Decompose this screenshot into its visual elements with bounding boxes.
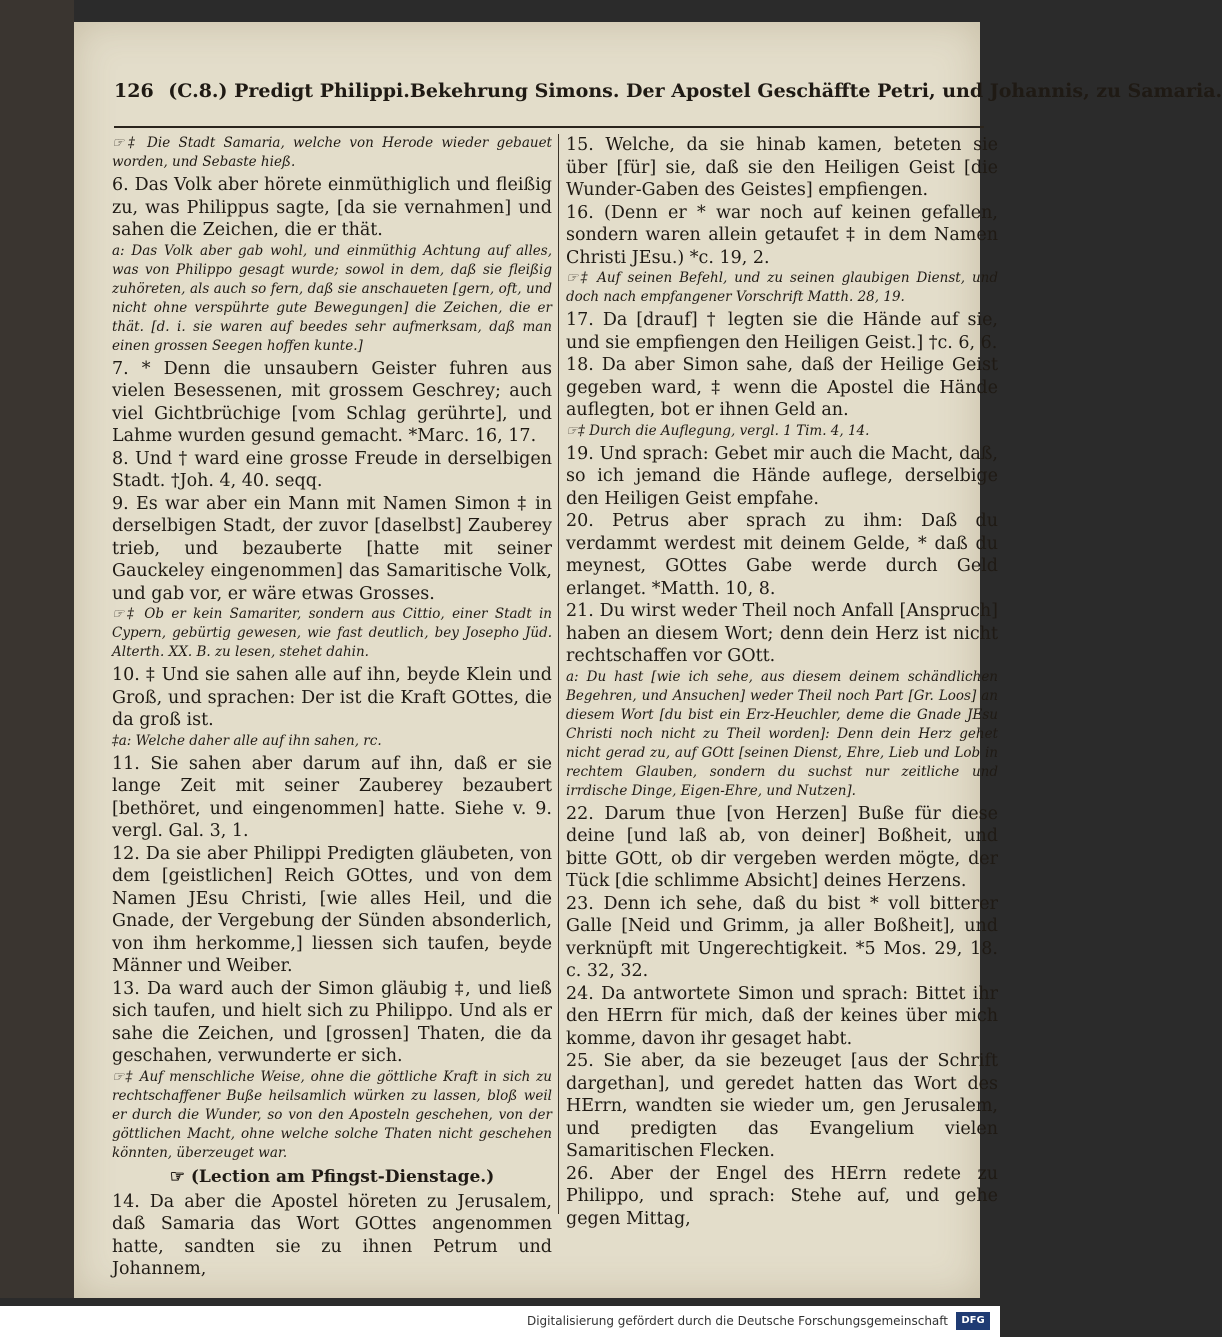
book-page xyxy=(74,22,1222,1298)
verse: 26. Aber der Engel des HErrn redete zu Philippo, und sprach: Stehe auf, und gehe gegen Mittag, xyxy=(566,1163,998,1229)
running-header xyxy=(114,80,1222,102)
left-column xyxy=(112,134,552,1281)
note: ☞‡ Die Stadt Samaria, welche von Herode wieder gebauet worden, und Sebaste hieß. xyxy=(112,135,552,170)
footer-text: Digitalisierung gefördert durch die Deutsche Forschungsgemeinschaft xyxy=(526,1314,948,1328)
note: ☞‡ Auf menschliche Weise, ohne die göttliche Kraft in sich zu rechtschaffener Buße heilsamlich würken zu lassen, bloß weil er durch die Wunder, so von den Aposteln geschehen, von der göttlichen Macht, ohne welche solche Thaten nicht geschehen könnten, überzeuget war. xyxy=(112,1068,552,1161)
note: a: Du hast [wie ich sehe, aus diesem deinem schändlichen Begehren, und Ansuchen] weder Theil noch Part [Gr. Loos] an diesem Wort [du bist ein Erz-Heuchler, deme die Gnade JEsu Christi noch nicht zu Theil worden]: Denn dein Herz gehet nicht gerad zu, auf GOtt [seinen Dienst, Ehre, Lieb und Lob in rechtem Glauben, sondern du suchst nur zeitliche und irrdische Dinge, Eigen-Ehre, und Nutzen]. xyxy=(566,668,998,799)
verse: 15. Welche, da sie hinab kamen, beteten sie über [für] sie, daß sie den Heiligen Geist [die Wunder-Gaben des Geistes] empfiengen. xyxy=(566,135,998,200)
section-heading: ☞ (Lection am Pfingst-Dienstage.) xyxy=(169,1166,495,1187)
note: ☞‡ Ob er kein Samariter, sondern aus Cittio, einer Stadt in Cypern, gebürtig gewesen, wie fast deutlich, bey Josepho Jüd. Alterth. XX. B. zu lesen, stehet dahin. xyxy=(112,606,552,660)
note: ☞‡ Auf seinen Befehl, und zu seinen glaubigen Dienst, und doch nach empfangener Vorschrift Matth. 28, 19. xyxy=(566,270,998,305)
verse: 23. Denn ich sehe, daß du bist * voll bitterer Galle [Neid und Grimm, ja aller Boßheit], und verknüpft mit Ungerechtigkeit. *5 Mos. 29, 18. c. 32, 32. xyxy=(566,893,998,981)
verse: 6. Das Volk aber hörete einmüthiglich und fleißig zu, was Philippus sagte, [da sie vernahmen] und sahen die Zeichen, die er thät. xyxy=(112,175,552,240)
note: ‡a: Welche daher alle auf ihn sahen, rc. xyxy=(112,732,382,749)
verse: 19. Und sprach: Gebet mir auch die Macht, daß, so ich jemand die Hände auflege, derselbige den Heiligen Geist empfahe. xyxy=(566,443,998,509)
verse: 11. Sie sahen aber darum auf ihn, daß er sie lange Zeit mit seiner Zauberey bezaubert [bethöret, und eingenommen] hatte. Siehe v. 9. vergl. Gal. 3, 1. xyxy=(112,753,552,841)
page-number: 126 xyxy=(114,80,154,102)
verse: 10. ‡ Und sie sahen alle auf ihn, beyde Klein und Groß, und sprachen: Der ist die Kraft GOttes, die da groß ist. xyxy=(112,665,552,730)
dfg-logo: DFG xyxy=(956,1312,990,1330)
note: a: Das Volk aber gab wohl, und einmüthig Achtung auf alles, was von Philippo gesagt wurde; sowol in dem, daß sie fleißig zuhöreten, als auch so fern, daß sie anschaueten [gern, oft, und nicht ohne verspührte gute Bewegungen] die Zeichen, die er thät. [d. i. sie waren auf beedes sehr aufmerksam, daß man einen grossen Seegen hoffen kunte.] xyxy=(112,242,552,354)
verse: 24. Da antwortete Simon und sprach: Bittet ihr den HErrn für mich, daß der keines über mich komme, davon ihr gesaget habt. xyxy=(566,983,998,1049)
verse: 17. Da [drauf] † legten sie die Hände auf sie, und sie empfiengen den Heiligen Geist.] †c. 6, 6. xyxy=(566,310,998,353)
verse: 13. Da ward auch der Simon gläubig ‡, und ließ sich taufen, und hielt sich zu Philippo. Und als er sahe die Zeichen, und [grossen] Thaten, die da geschahen, verwunderte er sich. xyxy=(112,978,552,1066)
verse: 16. (Denn er * war noch auf keinen gefallen, sondern waren allein getaufet ‡ in dem Namen Christi JEsu.) *c. 19, 2. xyxy=(566,202,998,268)
verse: 25. Sie aber, da sie bezeuget [aus der Schrift dargethan], und geredet hatten das Wort des HErrn, wandten sie wieder um, gen Jerusalem, und predigten das Evangelium vielen Samaritischen Flecken. xyxy=(566,1051,998,1161)
verse: 8. Und † ward eine grosse Freude in derselbigen Stadt. †Joh. 4, 40. seqq. xyxy=(112,448,552,491)
verse: 7. * Denn die unsaubern Geister fuhren aus vielen Besessenen, mit grossem Geschrey; auch viel Gichtbrüchige [vom Schlag gerührte], und Lahme wurden gesund gemacht. *Marc. 16, 17. xyxy=(112,358,552,446)
verse: 21. Du wirst weder Theil noch Anfall [Anspruch] haben an diesem Wort; denn dein Herz ist nicht rechtschaffen vor GOtt. xyxy=(566,601,998,666)
verse: 18. Da aber Simon sahe, daß der Heilige Geist gegeben ward, ‡ wenn die Apostel die Hände auflegten, bot er ihnen Geld an. xyxy=(566,355,998,420)
note: ☞‡ Durch die Auflegung, vergl. 1 Tim. 4, 14. xyxy=(566,422,870,439)
footer-bar xyxy=(0,1306,1000,1337)
verse: 12. Da sie aber Philippi Predigten gläubeten, von dem [geistlichen] Reich GOttes, und von dem Namen JEsu Christi, [wie alles Heil, und die Gnade, der Vergebung der Sünden absonderlich, von ihm herkomme,] liessen sich taufen, beyde Männer und Weiber. xyxy=(112,843,552,976)
verse: 20. Petrus aber sprach zu ihm: Daß du verdammt werdest mit deinem Gelde, * daß du meynest, GOttes Gabe werde durch Geld erlanget. *Matth. 10, 8. xyxy=(566,511,998,599)
right-column xyxy=(566,134,998,1230)
verse: 9. Es war aber ein Mann mit Namen Simon ‡ in derselbigen Stadt, der zuvor [daselbst] Zauberey trieb, und bezauberte [hatte mit seiner Gauckeley eingenommen] das Samaritische Volk, und gab vor, er wäre etwas Grosses. xyxy=(112,493,552,604)
scan-left-edge xyxy=(0,0,74,1298)
header-rule xyxy=(114,126,984,128)
verse: 14. Da aber die Apostel höreten zu Jerusalem, daß Samaria das Wort GOttes angenommen hatte, sandten sie zu ihnen Petrum und Johannem, xyxy=(112,1191,552,1279)
column-divider xyxy=(558,134,559,1214)
verse: 22. Darum thue [von Herzen] Buße für diese deine [und laß ab, von deiner] Boßheit, und bitte GOtt, ob dir vergeben werden mögte, der Tück [die schlimme Absicht] deines Herzens. xyxy=(566,803,998,891)
header-title: (C.8.) Predigt Philippi.Bekehrung Simons. Der Apostel Geschäffte Petri, und Johannis, zu Samaria. xyxy=(168,80,1222,102)
